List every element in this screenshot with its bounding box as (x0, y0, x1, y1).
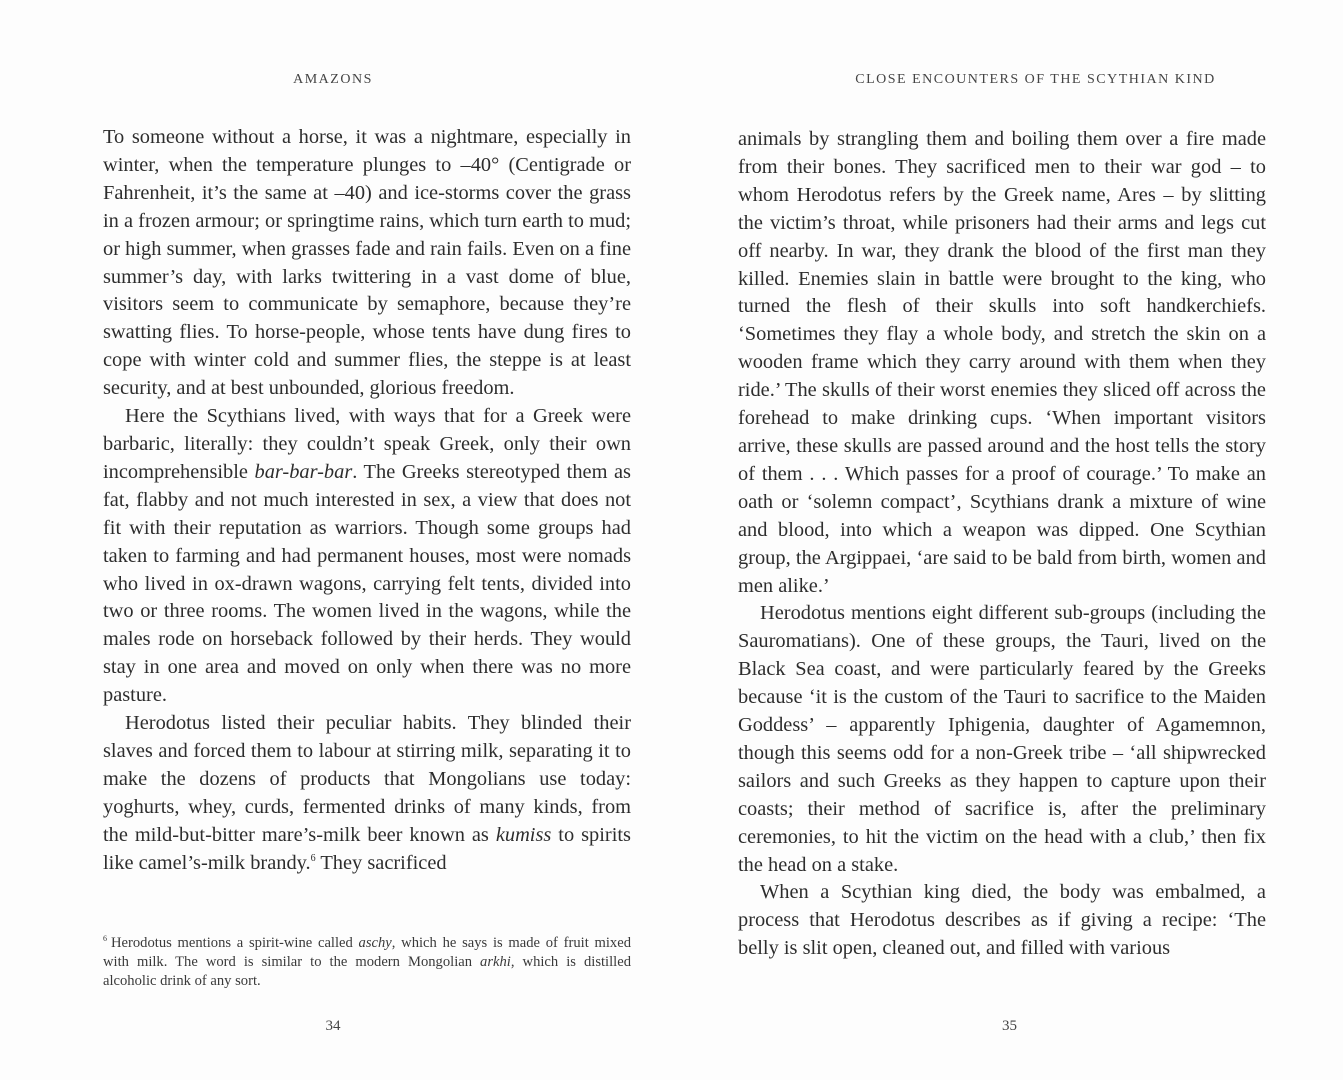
paragraph (738, 600, 1266, 879)
body-text (738, 126, 1266, 963)
text-run: Herodotus mentions a spirit-wine called (111, 935, 359, 951)
italic-term: aschy (358, 935, 392, 951)
body-text (103, 124, 631, 877)
text-run: , which he says is made of fruit mixed with milk. The word is similar to the modern Mongolian (103, 935, 631, 970)
footnote-ref: 6 (310, 852, 316, 864)
running-head: CLOSE ENCOUNTERS OF THE SCYTHIAN KIND (855, 72, 1216, 87)
text-run: They sacrificed (315, 851, 447, 874)
italic-term: arkhi (480, 954, 511, 970)
footnote (103, 934, 631, 991)
text-run: When a Scythian king died, the body was embalmed, a process that Herodotus describes as if giving a recipe: ‘The belly is slit open, cleaned out, and filled with various (738, 881, 1266, 960)
text-run: To someone without a horse, it was a nightmare, especially in winter, when the temperature plunges to –40° (Centigrade or Fahrenheit, it’s the same at –40) and ice-storms cover the grass in a frozen armour; or springtime rains, which turn earth to mud; or high summer, when grasses fade and rain fails. Even on a fine summer’s day, with larks twittering in a vast dome of blue, visitors seem to communicate by semaphore, because they’re swatting flies. To horse-people, whose tents have dung fires to cope with winter cold and summer flies, the steppe is at least security, and at best unbounded, glorious freedom. (103, 126, 631, 400)
text-run: Herodotus mentions eight different sub-groups (including the Sauromatians). One of these groups, the Tauri, lived on the Black Sea coast, and were particularly feared by the Greeks because ‘it is the custom of the Tauri to sacrifice to the Maiden Goddess’ – apparently Iphigenia, daughter of Agamemnon, though this seems odd for a non-Greek tribe – ‘all shipwrecked sailors and such Greeks as they happen to capture upon their coasts; their method of sacrifice is, after the preliminary ceremonies, to hit the victim on the head with a club,’ then fix the head on a stake. (738, 602, 1266, 876)
running-head: AMAZONS (293, 72, 373, 87)
footnote-marker: 6 (103, 934, 107, 943)
text-run: to spirits like camel’s-milk brandy. (103, 823, 631, 874)
text-run: , which is distilled alcoholic drink of any sort. (103, 954, 631, 989)
italic-term: bar-bar-bar (254, 460, 353, 483)
paragraph (103, 124, 631, 403)
paragraph (103, 710, 631, 877)
text-run: Herodotus listed their peculiar habits. They blinded their slaves and forced them to labour at stirring milk, separating it to make the dozens of products that Mongolians use today: yoghurts, whey, curds, fermented drinks of many kinds, from the mild-but-bitter mare’s-milk beer known as (103, 712, 631, 846)
text-run: Here the Scythians lived, with ways that for a Greek were barbaric, literally: they couldn’t speak Greek, only their own incomprehensible (103, 405, 631, 483)
page-number: 34 (325, 1018, 341, 1034)
paragraph (103, 403, 631, 710)
text-run: . The Greeks stereotyped them as fat, flabby and not much interested in sex, a view that does not fit with their reputation as warriors. Though some groups had taken to farming and had permanent houses, most were nomads who lived in ox-drawn wagons, carrying felt tents, divided into two or three rooms. The women lived in the wagons, while the males rode on horseback followed by their herds. They would stay in one area and moved on only when there was no more pasture. (103, 460, 631, 707)
page-number: 35 (1002, 1018, 1017, 1034)
paragraph (738, 126, 1266, 600)
text-run: animals by strangling them and boiling them over a fire made from their bones. They sacrificed men to their war god – to whom Herodotus refers by the Greek name, Ares – by slitting the victim’s throat, while prisoners had their arms and legs cut off nearby. In war, they drank the blood of the first man they killed. Enemies slain in battle were brought to the king, who turned the flesh of their skulls into soft handkerchiefs. ‘Sometimes they flay a whole body, and stretch the skin on a wooden frame which they carry around with them when they ride.’ The skulls of their worst enemies they sliced off across the forehead to make drinking cups. ‘When important visitors arrive, these skulls are passed around and the host tells the story of them . . . Which passes for a proof of courage.’ To make an oath or ‘solemn compact’, Scythians drank a mixture of wine and blood, into which a weapon was dipped. One Scythian group, the Argippaei, ‘are said to be bald from birth, women and men alike.’ (738, 128, 1266, 597)
paragraph (738, 879, 1266, 963)
italic-term: kumiss (495, 823, 552, 846)
right-page (672, 0, 1343, 1080)
